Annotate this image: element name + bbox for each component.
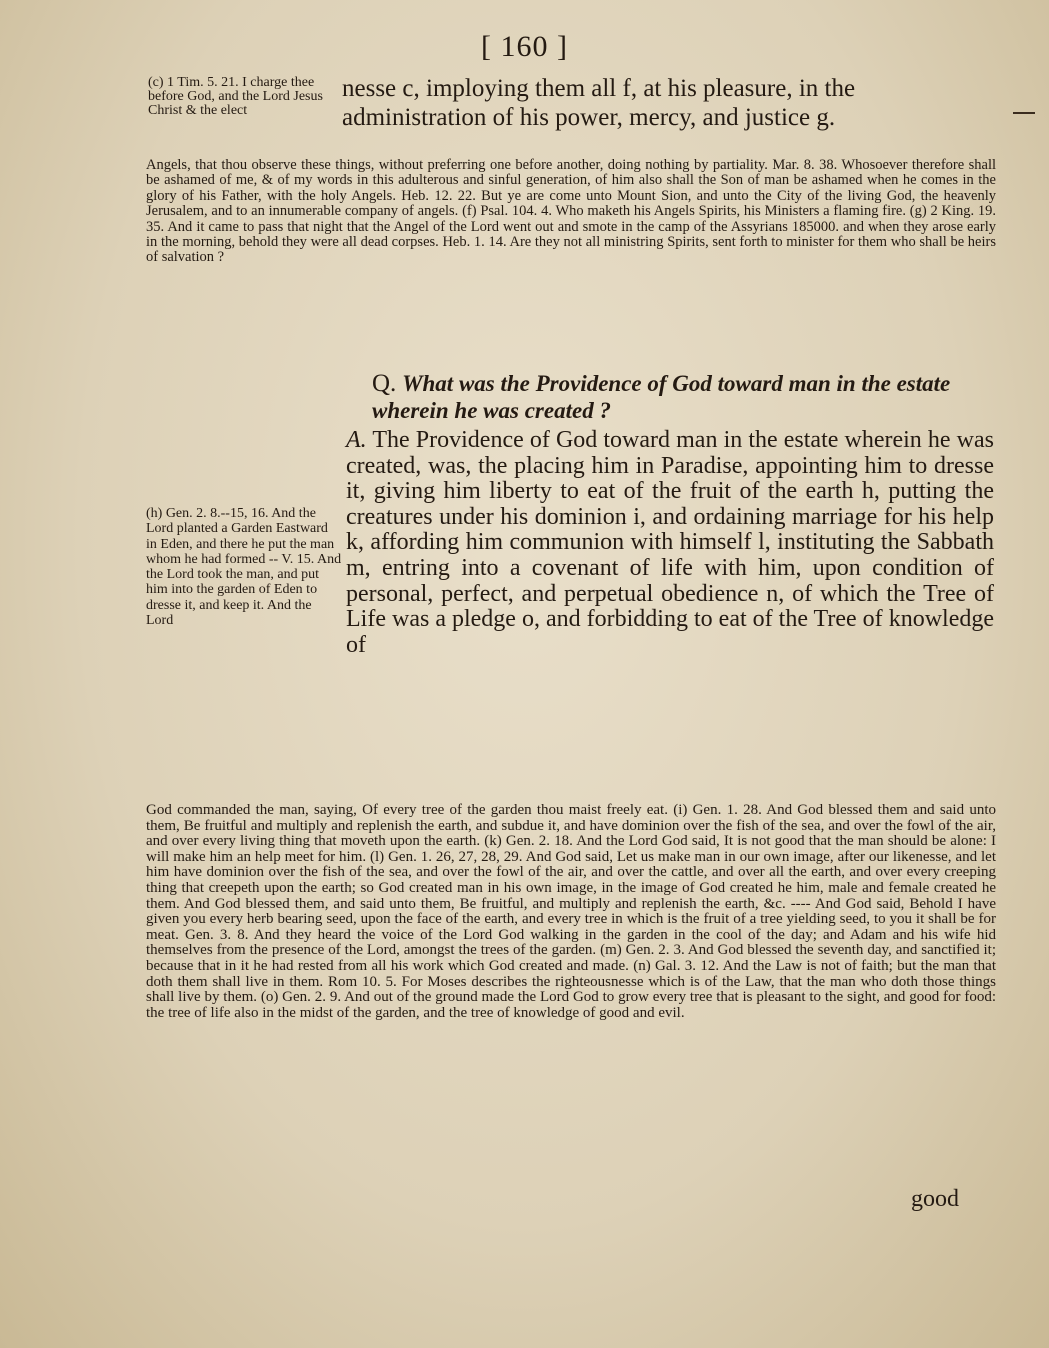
margin-note-h: (h) Gen. 2. 8.--15, 16. And the Lord planted a Garden Eastward in Eden, and there he put the man whom he had formed -- V. 15. And the Lord took the man, and put him into the garden of Eden to dresse it, and keep it. And the Lord: [146, 506, 342, 629]
question-text: What was the Providence of God toward man in the estate wherein he was created ?: [372, 371, 951, 423]
continued-main-text: nesse c, imploying them all f, at his pleasure, in the administration of his power, mercy, and justice g.: [342, 75, 856, 131]
question-heading: [372, 370, 992, 424]
answer-label: A.: [346, 427, 367, 453]
footnote-block-1: Angels, that thou observe these things, without preferring one before another, doing nothing by partiality. Mar. 8. 38. Whosoever therefore shall be ashamed of me, & of my words in this adulterous and sinful generation, of him also shall the Son of man be ashamed when he comes in the glory of his Father, with the holy Angels. Heb. 12. 22. But ye are come unto Mount Sion, and unto the City of the living God, the heavenly Jerusalem, and to an innumerable company of angels. (f) Psal. 104. 4. Who maketh his Angels Spirits, his Ministers a flaming fire. (g) 2 King. 19. 35. And it came to pass that night that the Angel of the Lord went out and smote in the camp of the Assyrians 185000. and when they arose early in the morning, behold they were all dead corpses. Heb. 1. 14. Are they not all ministring Spirits, sent forth to minister for them who shall be heirs of salvation ?: [146, 157, 996, 266]
answer-text: The Providence of God toward man in the estate wherein he was created, was, the placing him in Paradise, appointing him to dresse it, giving him liberty to eat of the fruit of the earth h, putting the creatures under his dominion i, and ordaining marriage for his help k, affording him communion with himself l, instituting the Sabbath m, entring into a covenant of life with him, upon condition of personal, perfect, and perpetual obedience n, of which the Tree of Life was a pledge o, and forbidding to eat of the Tree of knowledge of: [346, 427, 994, 658]
margin-note-c: (c) 1 Tim. 5. 21. I charge thee before God, and the Lord Jesus Christ & the elect: [148, 75, 323, 118]
footnote-block-2: God commanded the man, saying, Of every tree of the garden thou maist freely eat. (i) Gen. 1. 28. And God blessed them and said unto them, Be fruitful and multiply and replenish the earth, and subdue it, and have dominion over the fish of the sea, and over the fowl of the air, and over every living thing that moveth upon the earth. (k) Gen. 2. 18. And the Lord God said, It is not good that the man should be alone: I will make him an help meet for him. (l) Gen. 1. 26, 27, 28, 29. And God said, Let us make man in our own image, after our likenesse, and let him have dominion over the fish of the sea, and over the fowl of the air, and over the cattle, and over all the earth, and over every creeping thing that creepeth upon the earth; so God created man in his own image, in the image of God created he him, male and female created he them. And God blessed them, and said unto them, Be fruitful, and multiply and replenish the earth, &c. ---- And God said, Behold I have given you every herb bearing seed, upon the face of the earth, and every tree in which is the fruit of a tree yielding seed, to you it shall be for meat. Gen. 3. 8. And they heard the voice of the Lord God walking in the garden in the cool of the day; and Adam and his wife hid themselves from the presence of the Lord, amongst the trees of the garden. (m) Gen. 2. 3. And God blessed the seventh day, and sanctified it; because that in it he had rested from all his work which God created and made. (n) Gal. 3. 12. And the Law is not of faith; but the man that doth them shall live in them. Rom 10. 5. For Moses describes the righteousnesse which is of the Law, that the man who doth those things shall live by them. (o) Gen. 2. 9. And out of the ground made the Lord God to grow every tree that is pleasant to the sight, and good for food: the tree of life also in the midst of the garden, and the tree of knowledge of good and evil.: [146, 802, 996, 1021]
answer-paragraph: [346, 428, 994, 658]
catchword: good: [911, 1186, 959, 1212]
page-number: [ 160 ]: [481, 30, 568, 63]
question-label: Q.: [372, 370, 397, 397]
margin-rule: [1013, 112, 1035, 114]
